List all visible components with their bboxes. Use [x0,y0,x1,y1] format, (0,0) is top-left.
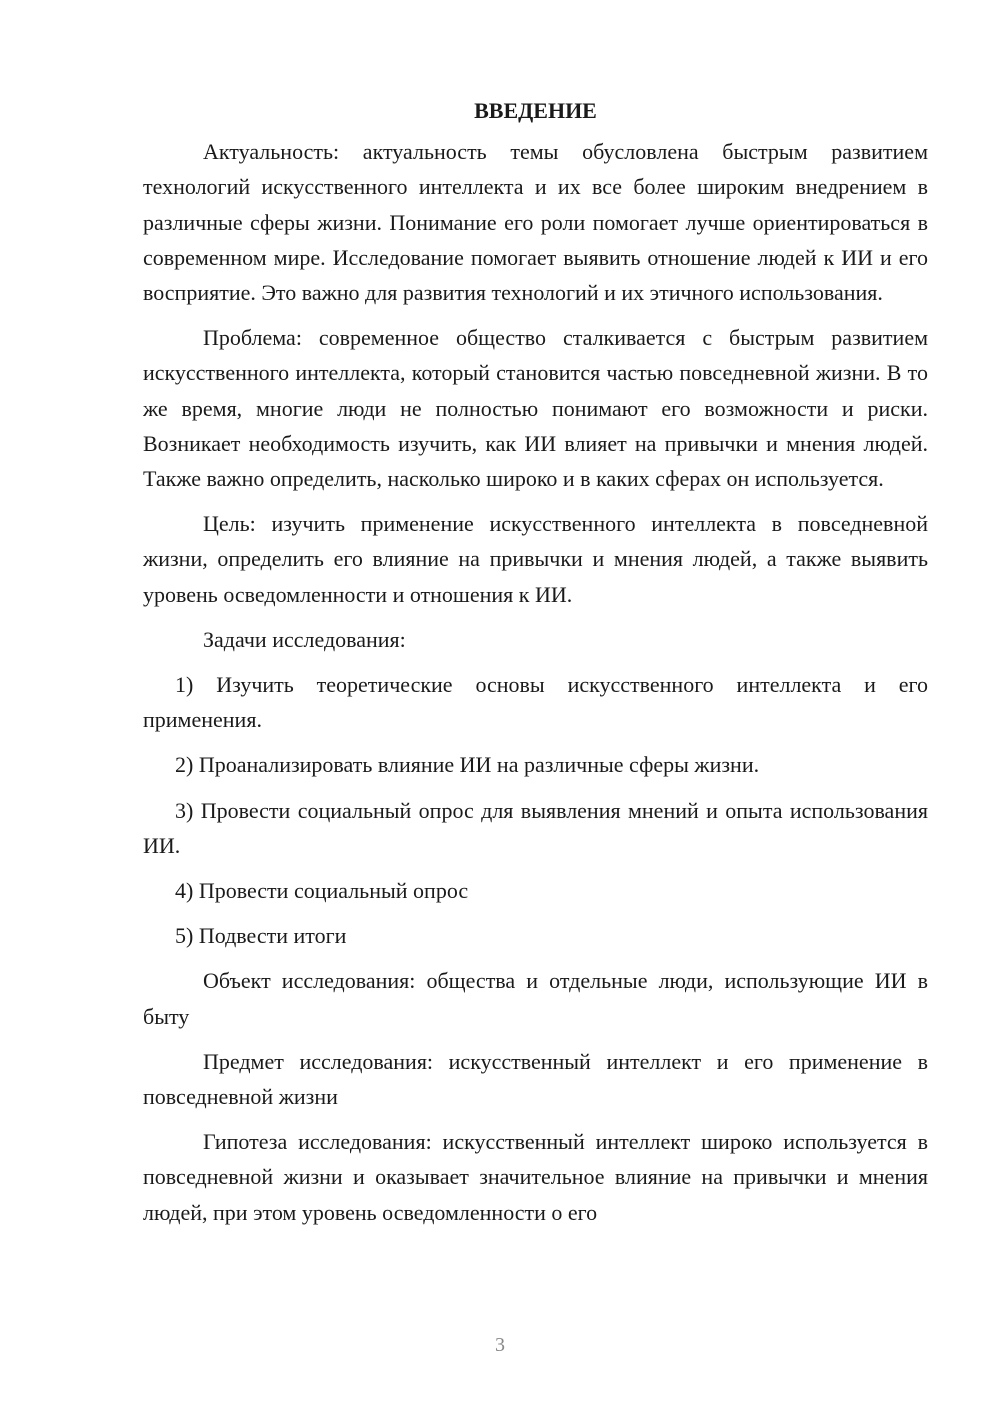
task-item-5: 5) Подвести итоги [175,923,347,949]
paragraph-hypothesis: Гипотеза исследования: искусственный интеллект широко используется в повседневной жизни и оказывает значительное влияние на привычки и мнения людей, при этом уровень осведомленности о его [143,1129,928,1225]
paragraph-subject: Предмет исследования: искусственный интеллект и его применение в повседневной жизни [143,1048,928,1110]
paragraph-problem: Проблема: современное общество сталкивается с быстрым развитием искусственного интеллекта, который становится частью повседневной жизни. В то же время, многие люди не полностью понимают его возможности и риски. Возникает необходимость изучить, как ИИ влияет на привычки и мнения людей. Также важно определить, насколько широко и в каких сферах он используется. [143,325,928,492]
page-content [143,93,928,1240]
task-item-4: 4) Провести социальный опрос [175,878,469,904]
task-item-2: 2) Проанализировать влияние ИИ на различные сферы жизни. [175,752,760,778]
paragraph-object: Объект исследования: общества и отдельные люди, использующие ИИ в быту [143,968,928,1029]
paragraph-relevance: Актуальность: актуальность темы обусловлена быстрым развитием технологий искусственного интеллекта и их все более широким внедрением в различные сферы жизни. Понимание его роли помогает лучше ориентироваться в современном мире. Исследование помогает выявить отношение людей к ИИ и его восприятие. Это важно для развития технологий и их этичного использования. [143,139,928,306]
page-number: 3 [495,1334,505,1356]
paragraph-tasks-title: Задачи исследования: [203,626,406,652]
paragraph-goal: Цель: изучить применение искусственного интеллекта в повседневной жизни, определить его влияние на привычки и мнения людей, а также выявить уровень осведомленности и отношения к ИИ. [143,511,928,607]
task-item-1: 1) Изучить теоретические основы искусственного интеллекта и его применения. [143,672,928,733]
task-item-3: 3) Провести социальный опрос для выявления мнений и опыта использования ИИ. [143,797,928,858]
page-heading: ВВЕДЕНИЕ [474,98,597,123]
